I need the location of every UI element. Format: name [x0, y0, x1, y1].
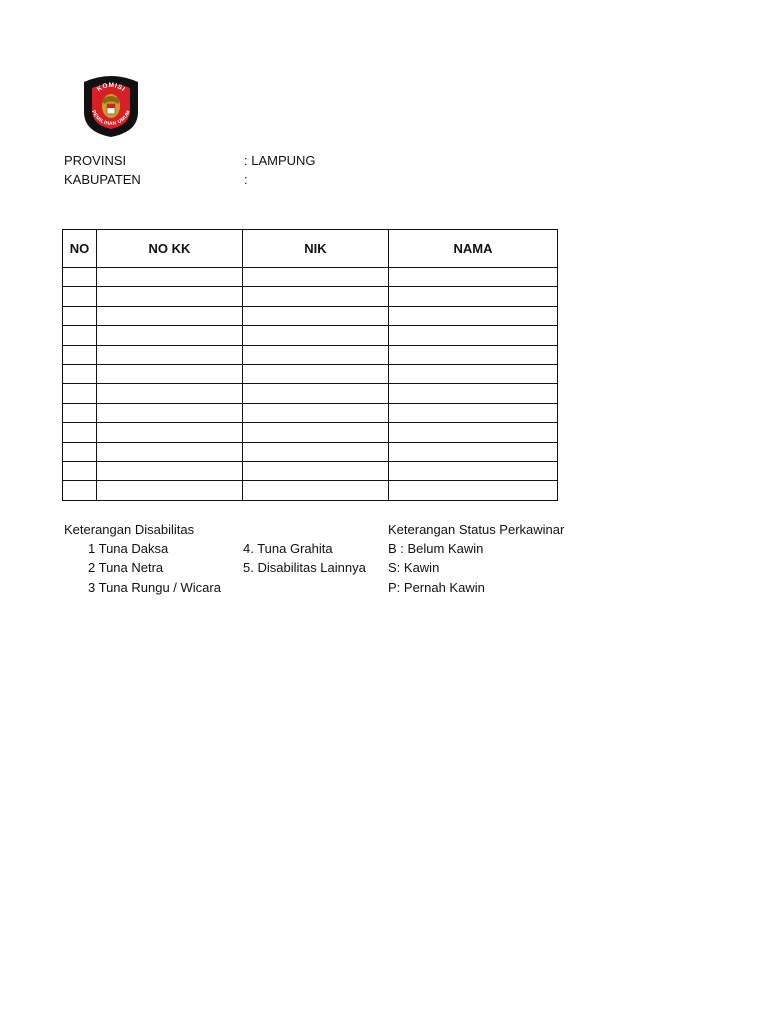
table-row: [63, 268, 558, 287]
cell-no: [63, 384, 97, 403]
column-header-no: NO: [63, 230, 97, 268]
disabilitas-item: 1 Tuna Daksa: [88, 541, 169, 556]
cell-no-kk: [97, 306, 243, 325]
perkawinan-title: Keterangan Status Perkawinar: [388, 522, 565, 537]
cell-no-kk: [97, 364, 243, 383]
table-body: [63, 268, 558, 501]
table-row: [63, 442, 558, 461]
table-header-row: [63, 230, 558, 268]
kpu-emblem-icon: [80, 72, 142, 138]
cell-no: [63, 364, 97, 383]
column-header-nik: NIK: [243, 230, 389, 268]
disabilitas-item: 5. Disabilitas Lainnya: [243, 560, 366, 575]
cell-nama: [389, 481, 558, 500]
cell-nik: [243, 384, 389, 403]
table-row: [63, 306, 558, 325]
table-row: [63, 423, 558, 442]
table-row: [63, 481, 558, 500]
cell-no-kk: [97, 326, 243, 345]
kpu-logo: [80, 72, 142, 138]
cell-no-kk: [97, 481, 243, 500]
cell-no-kk: [97, 423, 243, 442]
cell-no-kk: [97, 287, 243, 306]
table-row: [63, 403, 558, 422]
disabilitas-item: 4. Tuna Grahita: [243, 541, 333, 556]
cell-no: [63, 268, 97, 287]
cell-no-kk: [97, 461, 243, 480]
cell-nama: [389, 403, 558, 422]
cell-nik: [243, 423, 389, 442]
cell-no: [63, 423, 97, 442]
cell-no: [63, 481, 97, 500]
cell-no: [63, 461, 97, 480]
cell-nama: [389, 461, 558, 480]
cell-nama: [389, 306, 558, 325]
cell-nama: [389, 384, 558, 403]
column-header-nama: NAMA: [389, 230, 558, 268]
cell-nik: [243, 345, 389, 364]
table-row: [63, 345, 558, 364]
table-row: [63, 364, 558, 383]
kabupaten-label: KABUPATEN: [64, 172, 141, 187]
table-row: [63, 287, 558, 306]
perkawinan-item: P: Pernah Kawin: [388, 580, 485, 595]
table-row: [63, 384, 558, 403]
provinsi-value: : LAMPUNG: [244, 153, 316, 168]
disabilitas-title: Keterangan Disabilitas: [64, 522, 195, 537]
cell-no-kk: [97, 268, 243, 287]
cell-no-kk: [97, 345, 243, 364]
cell-nama: [389, 442, 558, 461]
cell-nama: [389, 364, 558, 383]
cell-nik: [243, 442, 389, 461]
cell-nama: [389, 287, 558, 306]
cell-nik: [243, 461, 389, 480]
provinsi-label: PROVINSI: [64, 153, 127, 168]
cell-nama: [389, 268, 558, 287]
cell-nik: [243, 306, 389, 325]
cell-no: [63, 306, 97, 325]
cell-nik: [243, 268, 389, 287]
cell-nik: [243, 287, 389, 306]
cell-no: [63, 345, 97, 364]
cell-no: [63, 287, 97, 306]
column-header-no-kk: NO KK: [97, 230, 243, 268]
cell-no-kk: [97, 442, 243, 461]
cell-nama: [389, 423, 558, 442]
cell-no: [63, 442, 97, 461]
table-row: [63, 461, 558, 480]
perkawinan-item: S: Kawin: [388, 560, 440, 575]
cell-no-kk: [97, 403, 243, 422]
cell-nik: [243, 403, 389, 422]
table-row: [63, 326, 558, 345]
disabilitas-item: 3 Tuna Rungu / Wicara: [88, 580, 221, 595]
kabupaten-value: :: [244, 172, 248, 187]
logo-bottom-text: PEMILIHAN UMUM: [90, 109, 133, 128]
voter-table: [62, 229, 558, 501]
cell-no-kk: [97, 384, 243, 403]
logo-top-text: KOMISI: [95, 81, 127, 94]
perkawinan-item: B : Belum Kawin: [388, 541, 484, 556]
cell-no: [63, 403, 97, 422]
cell-nik: [243, 481, 389, 500]
disabilitas-item: 2 Tuna Netra: [88, 560, 164, 575]
cell-no: [63, 326, 97, 345]
cell-nik: [243, 364, 389, 383]
cell-nama: [389, 345, 558, 364]
cell-nik: [243, 326, 389, 345]
cell-nama: [389, 326, 558, 345]
